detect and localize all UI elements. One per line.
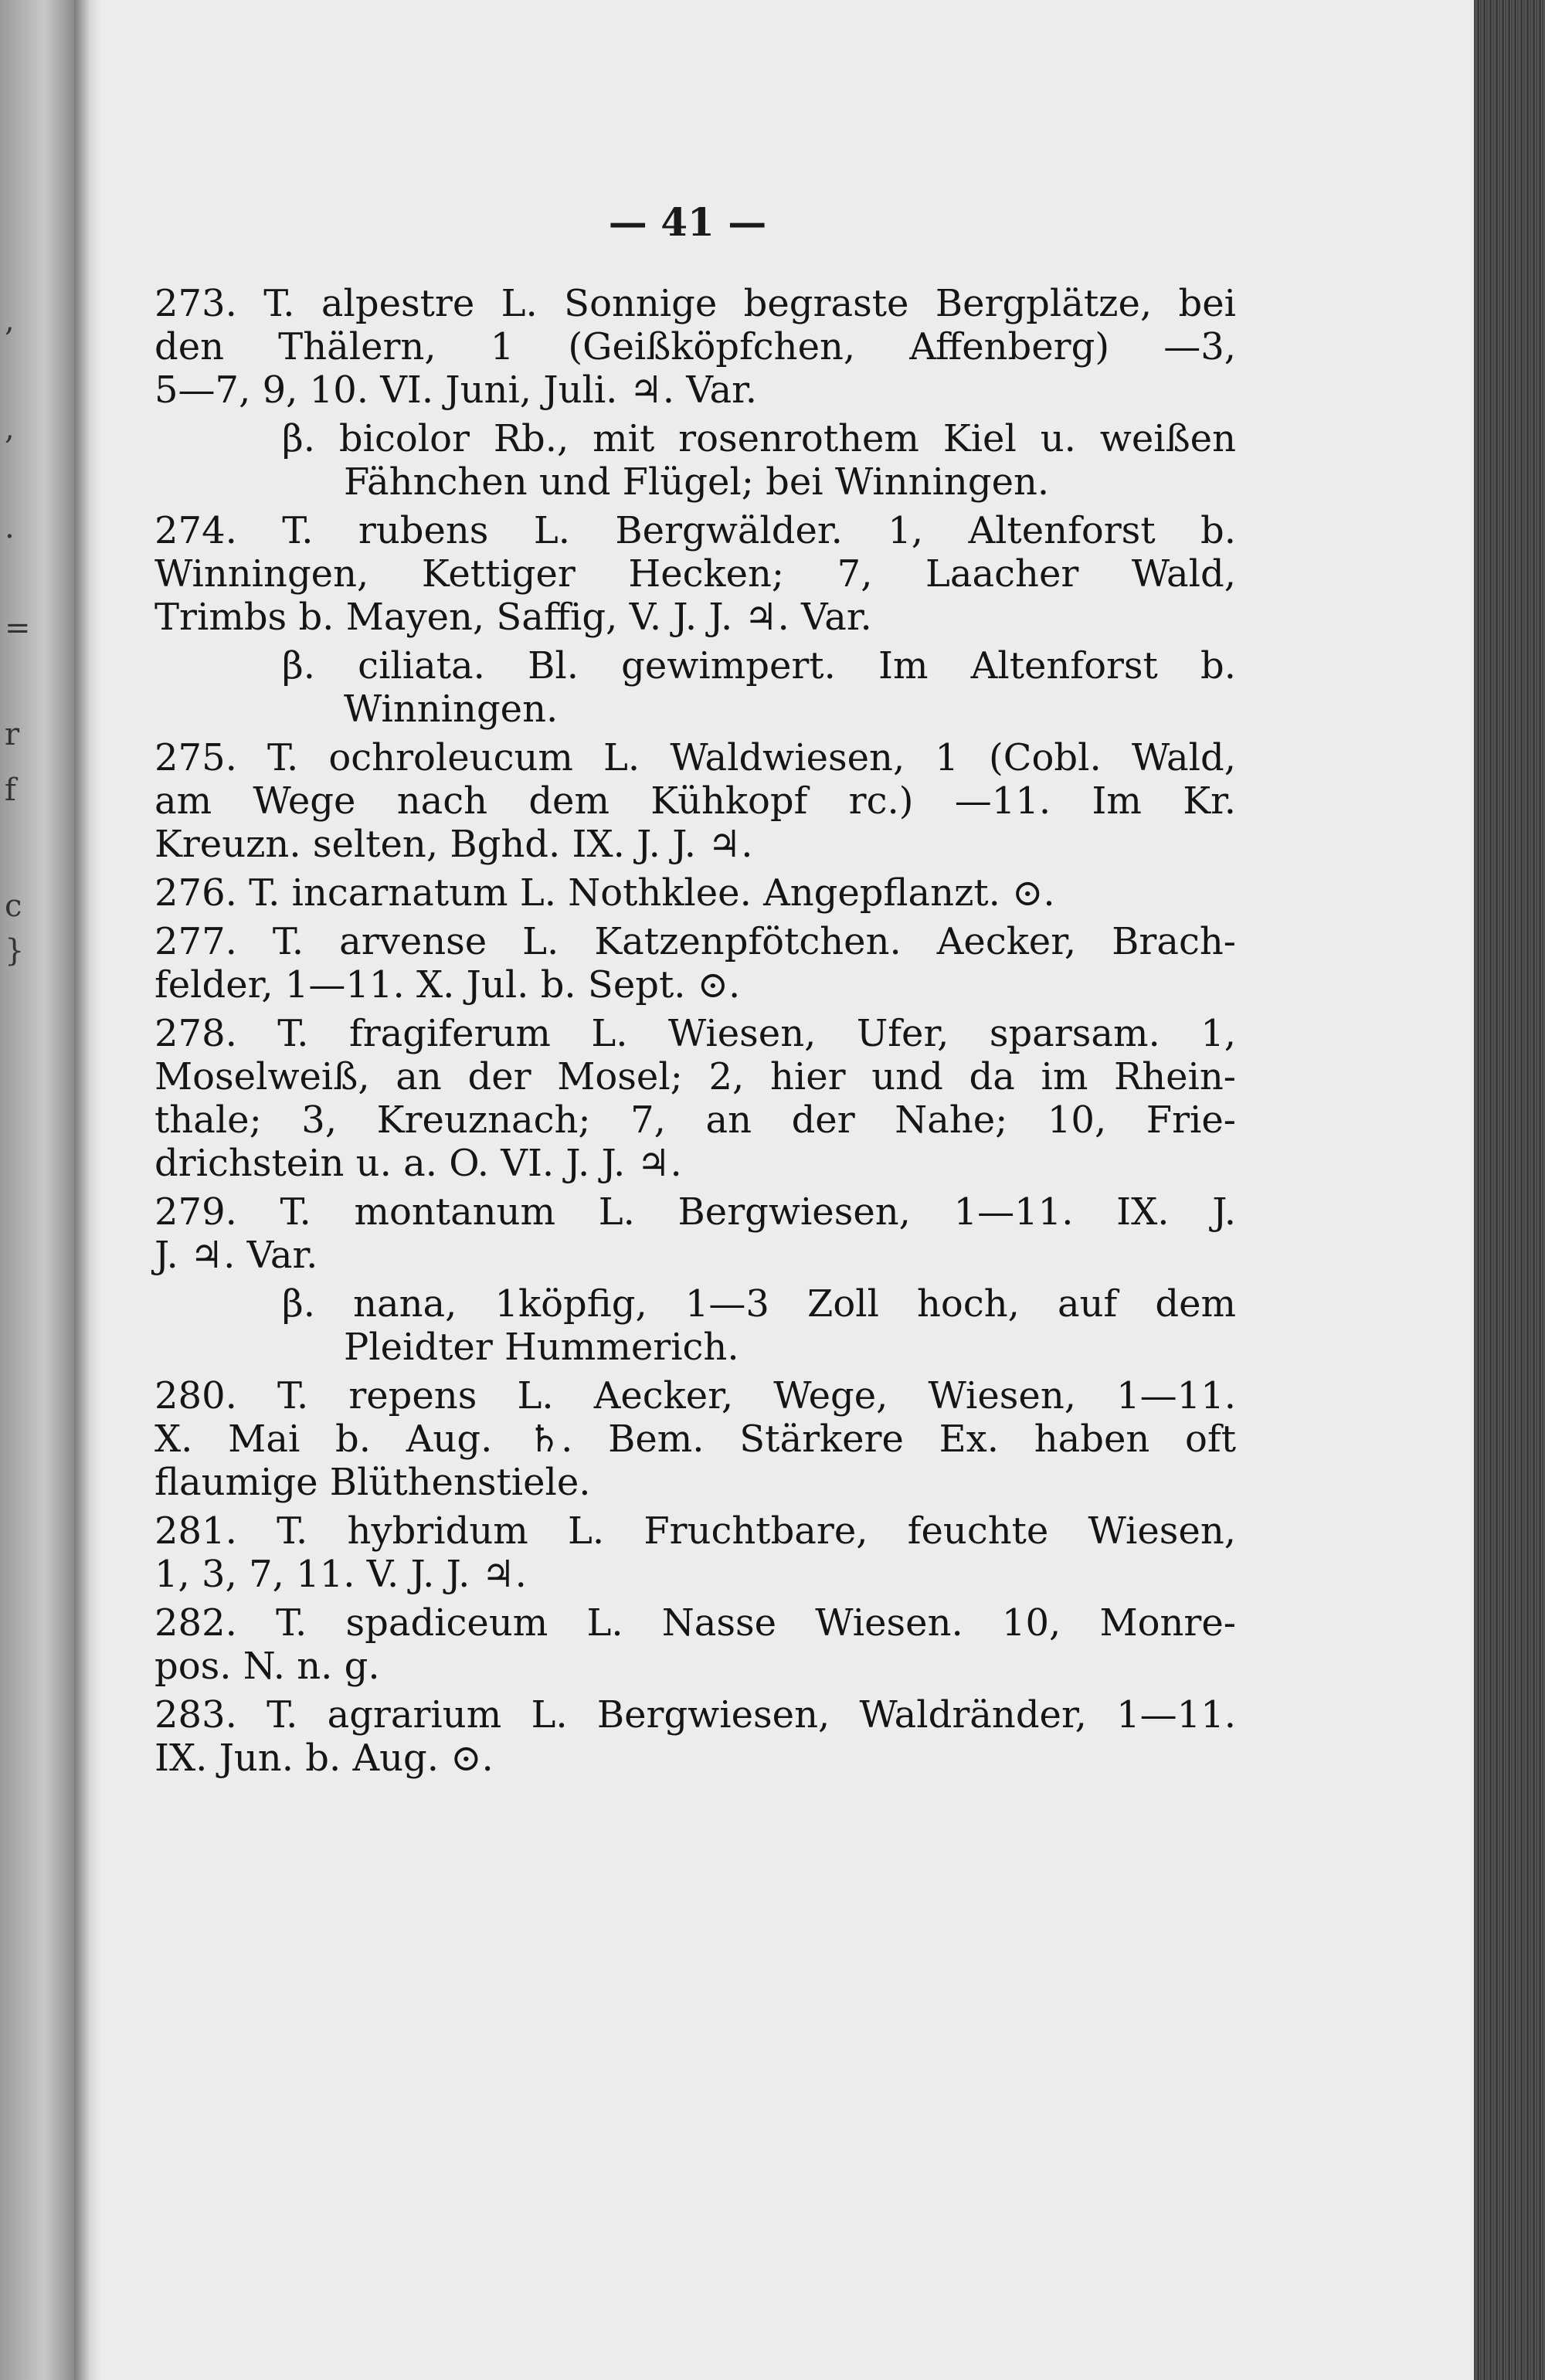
entry-275 (154, 736, 1236, 866)
left-margin-marks (0, 0, 70, 2380)
entry-line: 274. T. rubens L. Bergwälder. 1, Altenforst b. (154, 509, 1236, 552)
entry-line: Winningen. (344, 688, 559, 731)
entry-gap (154, 1007, 1236, 1012)
margin-mark: r (5, 717, 20, 752)
entry-277 (154, 920, 1236, 1007)
entry-line: Trimbs b. Mayen, Saffig, V. J. J. ♃. Var. (154, 596, 872, 639)
entry-279b (154, 1282, 1236, 1369)
entry-line: thale; 3, Kreuznach; 7, an der Nahe; 10, Frie- (154, 1098, 1236, 1142)
page-content (154, 282, 1236, 1785)
entry-280 (154, 1374, 1236, 1504)
entry-line: 282. T. spadiceum L. Nasse Wiesen. 10, Monre- (154, 1601, 1236, 1645)
margin-mark: , (5, 411, 15, 446)
entry-gap (154, 915, 1236, 920)
entry-281 (154, 1509, 1236, 1596)
entry-line: Winningen, Kettiger Hecken; 7, Laacher Wald, (154, 552, 1236, 596)
entry-line: 273. T. alpestre L. Sonnige begraste Bergplätze, bei (154, 282, 1236, 325)
entry-line: Moselweiß, an der Mosel; 2, hier und da im Rhein- (154, 1055, 1236, 1098)
entry-line: den Thälern, 1 (Geißköpfchen, Affenberg) —3, (154, 325, 1236, 368)
entry-line: 277. T. arvense L. Katzenpfötchen. Aecker, Brach- (154, 920, 1236, 963)
entry-line: 276. T. incarnatum L. Nothklee. Angepflanzt. ⊙. (154, 871, 1055, 915)
entry-276 (154, 871, 1236, 915)
entry-line: felder, 1—11. X. Jul. b. Sept. ⊙. (154, 963, 741, 1007)
page-edges (1474, 0, 1545, 2380)
binding-gutter (74, 0, 100, 2380)
entry-273 (154, 282, 1236, 412)
margin-mark: = (5, 610, 31, 646)
entry-gap (154, 504, 1236, 509)
entry-line: am Wege nach dem Kühkopf rc.) —11. Im Kr. (154, 779, 1236, 823)
entry-gap (154, 639, 1236, 644)
entry-273b (154, 417, 1236, 504)
entry-line: 281. T. hybridum L. Fruchtbare, feuchte Wiesen, (154, 1509, 1236, 1553)
entry-274b (154, 644, 1236, 731)
entry-line: flaumige Blüthenstiele. (154, 1461, 591, 1504)
entry-line: 5—7, 9, 10. VI. Juni, Juli. ♃. Var. (154, 368, 758, 412)
left-page-edge (0, 0, 74, 2380)
entry-gap (154, 1596, 1236, 1601)
entry-line: 280. T. repens L. Aecker, Wege, Wiesen, 1—11. (154, 1374, 1236, 1417)
entry-gap (154, 1369, 1236, 1374)
entry-gap (154, 866, 1236, 871)
entry-line: 278. T. fragiferum L. Wiesen, Ufer, sparsam. 1, (154, 1012, 1236, 1055)
entry-line: Kreuzn. selten, Bghd. IX. J. J. ♃. (154, 823, 753, 866)
entry-line: Pleidter Hummerich. (344, 1326, 739, 1369)
margin-mark: . (5, 510, 15, 545)
entry-274 (154, 509, 1236, 639)
entry-line: IX. Jun. b. Aug. ⊙. (154, 1737, 494, 1780)
entry-282 (154, 1601, 1236, 1688)
entry-line: 283. T. agrarium L. Bergwiesen, Waldränder, 1—11. (154, 1693, 1236, 1737)
margin-mark: , (5, 303, 15, 338)
entry-gap (154, 1185, 1236, 1190)
entry-line: drichstein u. a. O. VI. J. J. ♃. (154, 1142, 682, 1185)
entry-line: Fähnchen und Flügel; bei Winningen. (344, 460, 1050, 504)
entry-line: X. Mai b. Aug. ♄. Bem. Stärkere Ex. haben oft (154, 1417, 1236, 1461)
entry-line: β. nana, 1köpfig, 1—3 Zoll hoch, auf dem (282, 1282, 1236, 1326)
entry-gap (154, 1780, 1236, 1785)
entry-line: 275. T. ochroleucum L. Waldwiesen, 1 (Cobl. Wald, (154, 736, 1236, 779)
entry-gap (154, 1504, 1236, 1509)
entry-278 (154, 1012, 1236, 1185)
entry-gap (154, 412, 1236, 417)
entry-line: 279. T. montanum L. Bergwiesen, 1—11. IX. J. (154, 1190, 1236, 1234)
entry-279 (154, 1190, 1236, 1277)
margin-mark: f (5, 772, 16, 808)
entry-gap (154, 1277, 1236, 1282)
entry-line: 1, 3, 7, 11. V. J. J. ♃. (154, 1553, 527, 1596)
entry-line: β. bicolor Rb., mit rosenrothem Kiel u. weißen (282, 417, 1236, 460)
page-number: — 41 — (608, 199, 767, 245)
margin-mark: c (5, 888, 22, 924)
entry-line: J. ♃. Var. (154, 1234, 318, 1277)
entry-gap (154, 1688, 1236, 1693)
entry-line: β. ciliata. Bl. gewimpert. Im Altenforst b. (282, 644, 1236, 688)
entry-line: pos. N. n. g. (154, 1645, 380, 1688)
entry-gap (154, 731, 1236, 736)
margin-mark: } (5, 933, 25, 969)
entry-283 (154, 1693, 1236, 1780)
